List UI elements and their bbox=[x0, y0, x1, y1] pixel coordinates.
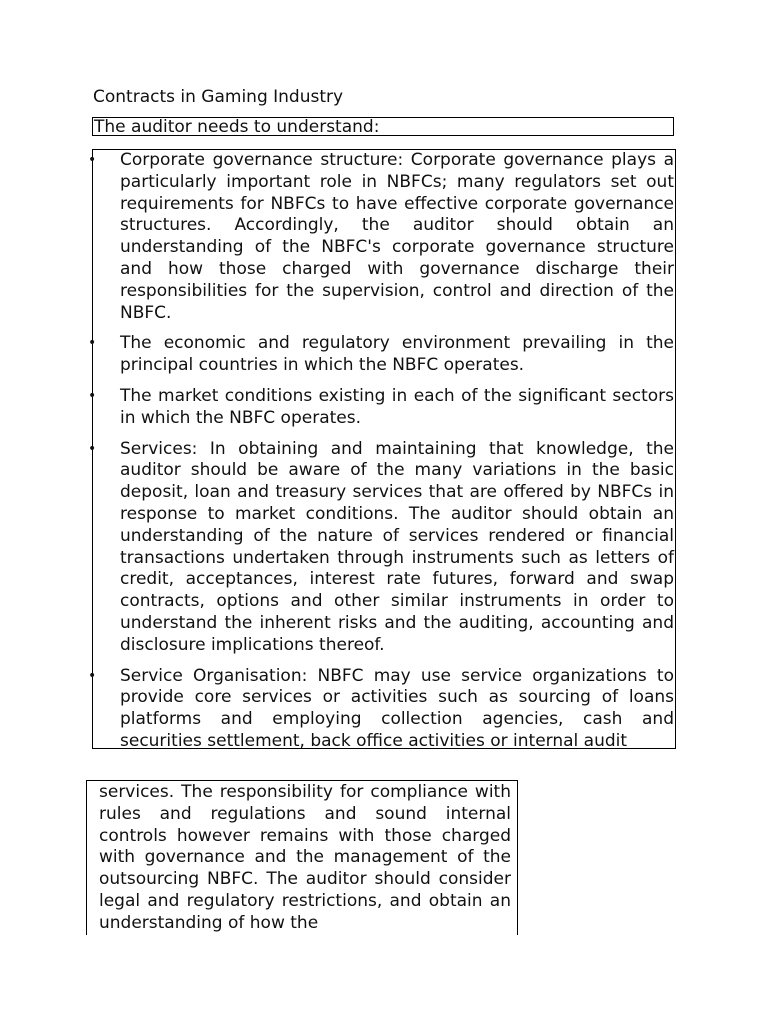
list-item bbox=[88, 438, 675, 657]
intro-text: The auditor needs to understand: bbox=[94, 117, 380, 137]
list-item-text: The economic and regulatory environment prevailing in the principal countries in which the NBFC operates. bbox=[120, 333, 674, 376]
list-item-text: Corporate governance structure: Corporate governance plays a particularly important role in NBFCs; many regulators set out requirements for NBFCs to have effective corporate governance structures. Accordingly, the auditor should obtain an understanding of the NBFC's corporate governance structure and how those charged with governance discharge their responsibilities for the supervision, control and direction of the NBFC. bbox=[120, 150, 674, 323]
bullet-icon: • bbox=[88, 387, 97, 404]
continuation-box bbox=[86, 780, 518, 935]
list-item-text: Services: In obtaining and maintaining that knowledge, the auditor should be aware of the many variations in the basic deposit, loan and treasury services that are offered by NBFCs in response to market conditions. The auditor should obtain an understanding of the nature of services rendered or financial transactions undertaken through instruments such as letters of credit, acceptances, interest rate futures, forward and swap contracts, options and other similar instruments in order to understand the inherent risks and the auditing, accounting and disclosure implications thereof. bbox=[120, 438, 674, 655]
bullet-icon: • bbox=[88, 667, 97, 684]
continuation-text: services. The responsibility for compliance with rules and regulations and sound internal controls however remains with those charged with governance and the management of the outsourcing NBFC. The auditor should consider legal and regulatory restrictions, and obtain an understanding of how the bbox=[99, 782, 511, 933]
intro-box bbox=[92, 117, 674, 136]
list-item bbox=[88, 665, 675, 753]
bullet-list-box bbox=[88, 149, 676, 751]
bullet-icon: • bbox=[88, 335, 97, 352]
list-item bbox=[88, 385, 675, 430]
list-item bbox=[88, 333, 675, 377]
document-title: Contracts in Gaming Industry bbox=[93, 87, 344, 107]
list-item-text: The market conditions existing in each of the significant sectors in which the NBFC operates. bbox=[120, 385, 674, 428]
bullet-icon: • bbox=[88, 152, 97, 168]
list-item bbox=[88, 150, 675, 324]
bullet-icon: • bbox=[88, 440, 97, 457]
list-item-text: Service Organisation: NBFC may use service organizations to provide core services or activities such as sourcing of loans platforms and employing collection agencies, cash and securities settlement, back office activities or internal audit bbox=[120, 665, 674, 751]
bullet-list bbox=[88, 150, 675, 753]
